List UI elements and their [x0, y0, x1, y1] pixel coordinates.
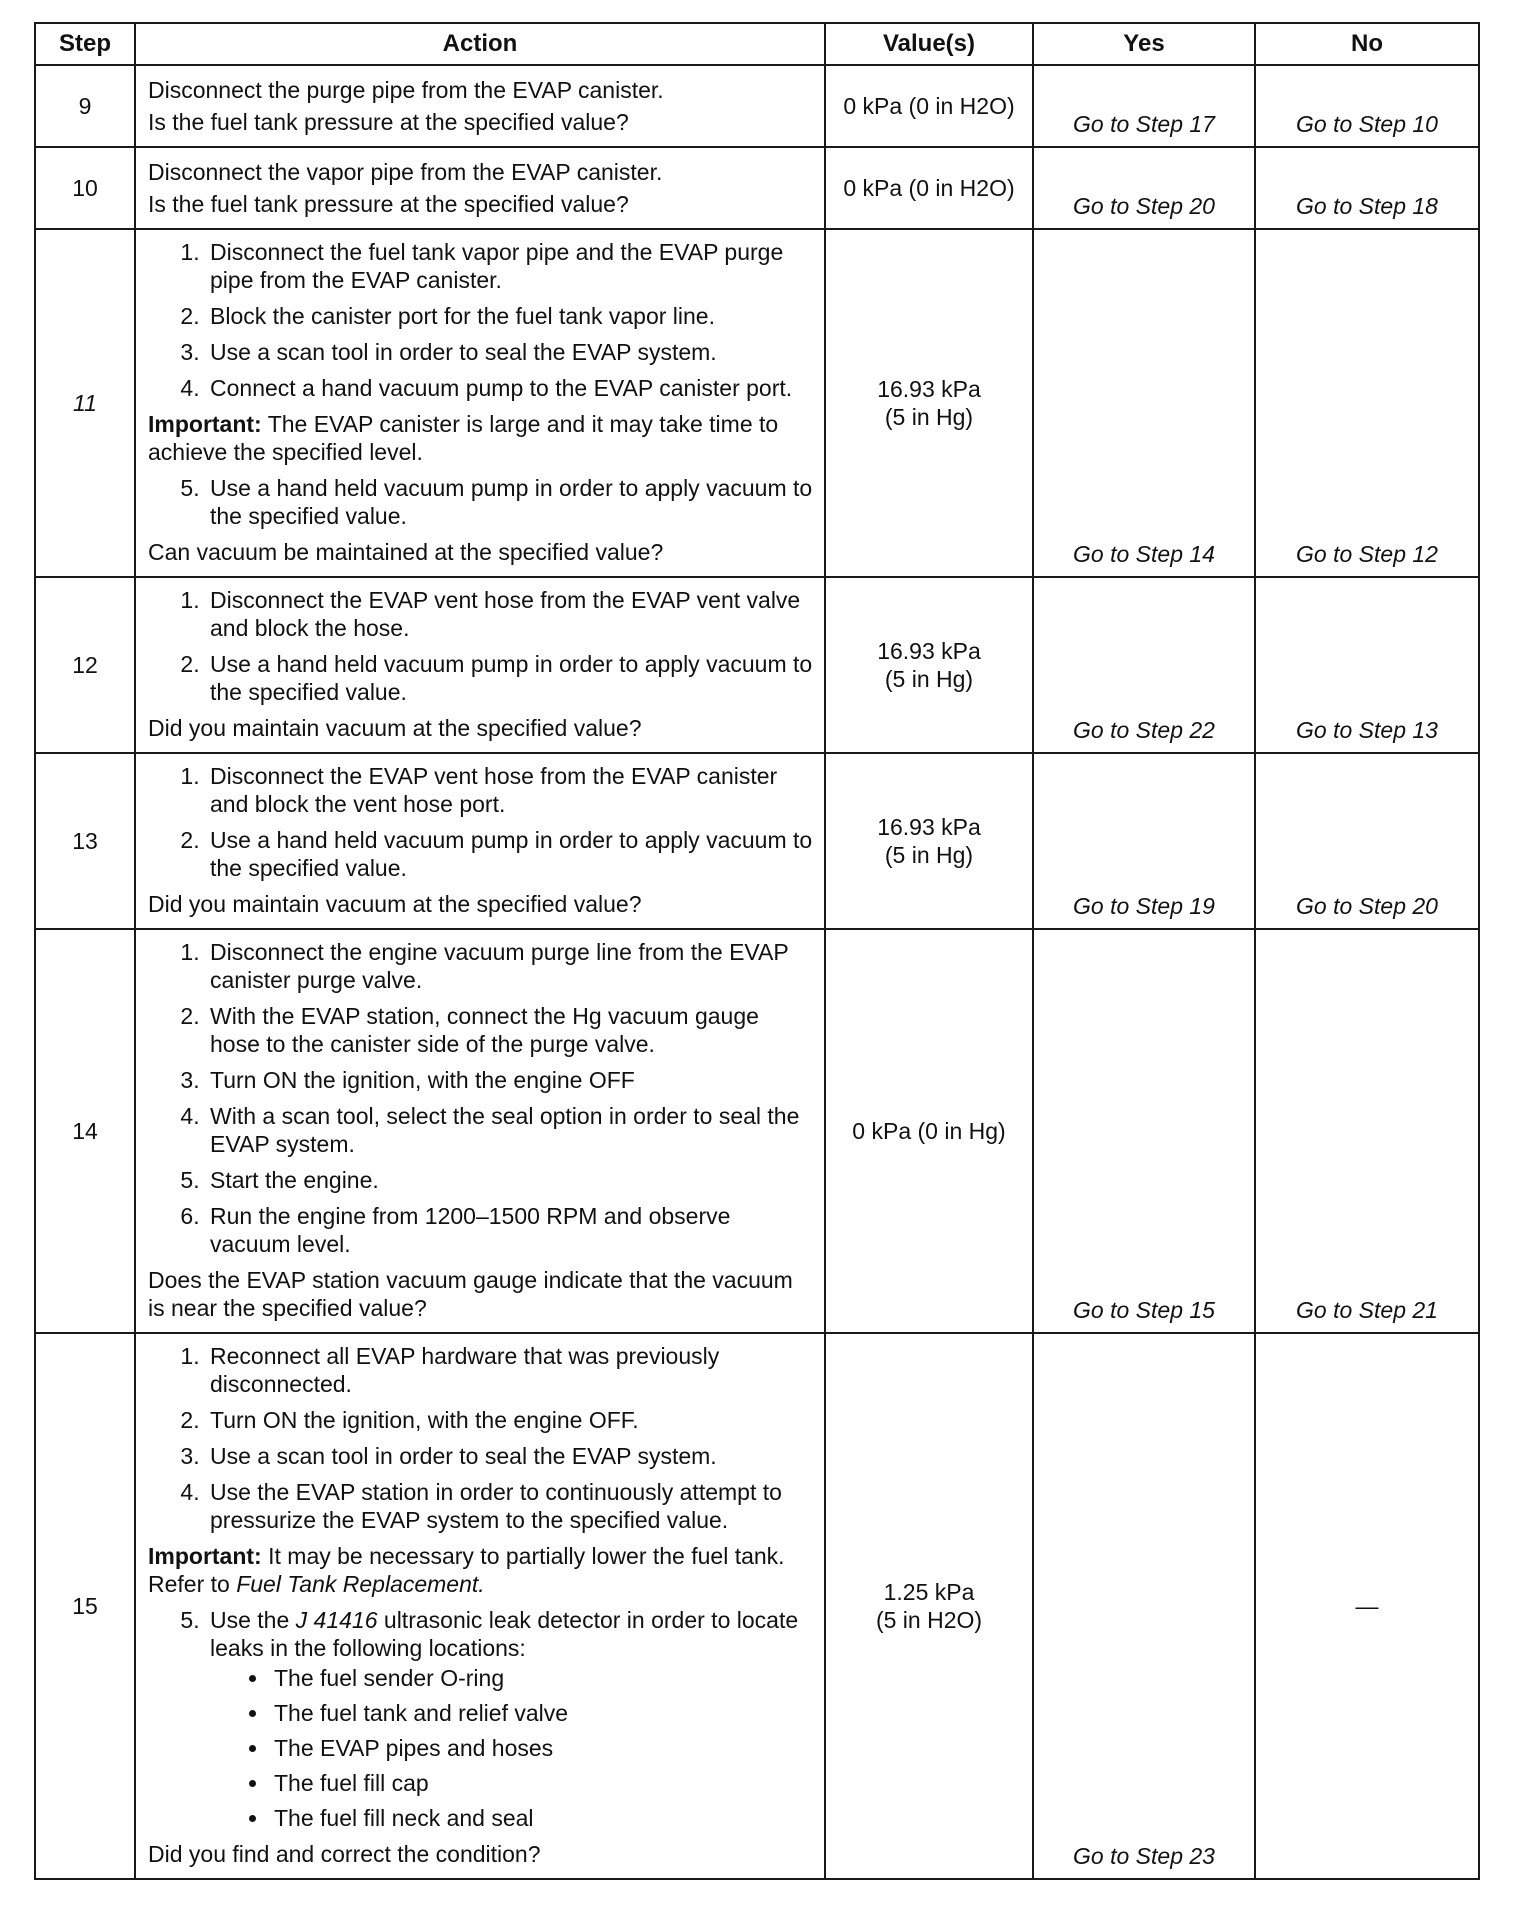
value-cell: [825, 229, 1033, 577]
bullet-item: • The fuel fill neck and seal: [270, 1804, 814, 1832]
list-item: 3. Turn ON the ignition, with the engine OFF: [206, 1066, 814, 1094]
action-text: Disconnect the purge pipe from the EVAP canister.: [148, 77, 664, 103]
item-text-post: ultrasonic leak detector in order to locate leaks in the following locations:: [210, 1607, 799, 1661]
numbered-steps: [148, 938, 814, 1258]
action-cell: [135, 65, 825, 147]
list-item: 2. Use a hand held vacuum pump in order to apply vacuum to the specified value.: [206, 826, 814, 882]
action-cell: [135, 753, 825, 929]
list-item: 4. Connect a hand vacuum pump to the EVAP canister port.: [206, 374, 814, 402]
list-item: 3. Use a scan tool in order to seal the EVAP system.: [206, 1442, 814, 1470]
table-row: [35, 577, 1479, 753]
value-primary: 16.93 kPa: [877, 376, 981, 402]
item-text-pre: Use the: [210, 1607, 296, 1633]
header-row: [35, 23, 1479, 65]
list-item: 1. Disconnect the fuel tank vapor pipe and the EVAP purge pipe from the EVAP canister.: [206, 238, 814, 294]
value-cell: [825, 753, 1033, 929]
value-cell: 0 kPa (0 in H2O): [825, 147, 1033, 229]
step-number: 14: [35, 929, 135, 1333]
no-cell: Go to Step 18: [1255, 147, 1479, 229]
numbered-steps-continued: [148, 1606, 814, 1832]
list-item: 3. Use a scan tool in order to seal the EVAP system.: [206, 338, 814, 366]
yes-cell: Go to Step 15: [1033, 929, 1255, 1333]
numbered-steps-continued: [148, 474, 814, 530]
list-item: 6. Run the engine from 1200–1500 RPM and observe vacuum level.: [206, 1202, 814, 1258]
step-number: 11: [35, 229, 135, 577]
value-secondary: (5 in H2O): [875, 1607, 983, 1633]
header-no: No: [1255, 23, 1479, 65]
action-question: Can vacuum be maintained at the specified value?: [148, 539, 664, 565]
list-item: 1. Reconnect all EVAP hardware that was previously disconnected.: [206, 1342, 814, 1398]
action-question: Is the fuel tank pressure at the specified value?: [148, 109, 629, 135]
action-question: Is the fuel tank pressure at the specified value?: [148, 191, 629, 217]
header-values: Value(s): [825, 23, 1033, 65]
bullet-item: • The fuel fill cap: [270, 1769, 814, 1797]
header-yes: Yes: [1033, 23, 1255, 65]
value-secondary: (5 in Hg): [884, 666, 974, 692]
no-cell: Go to Step 10: [1255, 65, 1479, 147]
header-action: Action: [135, 23, 825, 65]
list-item: 2. Block the canister port for the fuel tank vapor line.: [206, 302, 814, 330]
action-question: Did you maintain vacuum at the specified value?: [148, 891, 642, 917]
list-item: 4. With a scan tool, select the seal option in order to seal the EVAP system.: [206, 1102, 814, 1158]
step-number: 15: [35, 1333, 135, 1879]
header-step: Step: [35, 23, 135, 65]
action-cell: [135, 147, 825, 229]
bullet-item: • The fuel sender O-ring: [270, 1664, 814, 1692]
table-row: [35, 229, 1479, 577]
table-row: [35, 1333, 1479, 1879]
tool-reference: J 41416: [295, 1607, 378, 1633]
step-number: 12: [35, 577, 135, 753]
action-cell: [135, 229, 825, 577]
bullet-list: [210, 1664, 814, 1832]
numbered-steps: [148, 586, 814, 706]
step-number: 10: [35, 147, 135, 229]
yes-cell: Go to Step 23: [1033, 1333, 1255, 1879]
table-row: [35, 65, 1479, 147]
value-secondary: (5 in Hg): [884, 842, 974, 868]
yes-cell: Go to Step 14: [1033, 229, 1255, 577]
important-note: [148, 410, 814, 466]
numbered-steps: [148, 238, 814, 402]
action-question: Does the EVAP station vacuum gauge indicate that the vacuum is near the specified value?: [148, 1267, 793, 1321]
important-text: It may be necessary to partially lower the fuel tank. Refer to: [148, 1543, 785, 1597]
value-cell: [825, 577, 1033, 753]
diagnostic-table: [34, 22, 1480, 1880]
list-item: 1. Disconnect the engine vacuum purge line from the EVAP canister purge valve.: [206, 938, 814, 994]
value-primary: 16.93 kPa: [877, 638, 981, 664]
no-cell: Go to Step 13: [1255, 577, 1479, 753]
table-row: [35, 929, 1479, 1333]
value-cell: 0 kPa (0 in H2O): [825, 65, 1033, 147]
action-question: Did you find and correct the condition?: [148, 1841, 541, 1867]
action-cell: [135, 1333, 825, 1879]
value-cell: 0 kPa (0 in Hg): [825, 929, 1033, 1333]
numbered-steps: [148, 762, 814, 882]
value-cell: [825, 1333, 1033, 1879]
yes-cell: Go to Step 20: [1033, 147, 1255, 229]
important-label: Important:: [148, 1543, 262, 1569]
yes-cell: Go to Step 22: [1033, 577, 1255, 753]
step-number: 13: [35, 753, 135, 929]
important-text: The EVAP canister is large and it may take time to achieve the specified level.: [148, 411, 779, 465]
list-item: 2. Turn ON the ignition, with the engine OFF.: [206, 1406, 814, 1434]
list-item: [206, 1606, 814, 1832]
table-row: [35, 753, 1479, 929]
list-item: 2. With the EVAP station, connect the Hg vacuum gauge hose to the canister side of the purge valve.: [206, 1002, 814, 1058]
important-note: [148, 1542, 814, 1598]
action-question: Did you maintain vacuum at the specified value?: [148, 715, 642, 741]
numbered-steps: [148, 1342, 814, 1534]
value-primary: 16.93 kPa: [877, 814, 981, 840]
value-primary: 1.25 kPa: [883, 1579, 975, 1605]
step-number: 9: [35, 65, 135, 147]
value-secondary: (5 in Hg): [884, 404, 974, 430]
list-item: 1. Disconnect the EVAP vent hose from the EVAP canister and block the vent hose port.: [206, 762, 814, 818]
no-cell: Go to Step 20: [1255, 753, 1479, 929]
list-item: 4. Use the EVAP station in order to continuously attempt to pressurize the EVAP system to the specified value.: [206, 1478, 814, 1534]
list-item: 5. Use a hand held vacuum pump in order to apply vacuum to the specified value.: [206, 474, 814, 530]
action-cell: [135, 577, 825, 753]
yes-cell: Go to Step 17: [1033, 65, 1255, 147]
list-item: 2. Use a hand held vacuum pump in order to apply vacuum to the specified value.: [206, 650, 814, 706]
table-row: [35, 147, 1479, 229]
action-text: Disconnect the vapor pipe from the EVAP canister.: [148, 159, 663, 185]
bullet-item: • The EVAP pipes and hoses: [270, 1734, 814, 1762]
important-label: Important:: [148, 411, 262, 437]
important-reference: Fuel Tank Replacement.: [236, 1571, 485, 1597]
bullet-item: • The fuel tank and relief valve: [270, 1699, 814, 1727]
action-cell: [135, 929, 825, 1333]
list-item: 1. Disconnect the EVAP vent hose from the EVAP vent valve and block the hose.: [206, 586, 814, 642]
list-item: 5. Start the engine.: [206, 1166, 814, 1194]
no-cell: Go to Step 21: [1255, 929, 1479, 1333]
yes-cell: Go to Step 19: [1033, 753, 1255, 929]
no-cell: Go to Step 12: [1255, 229, 1479, 577]
no-cell: —: [1255, 1333, 1479, 1879]
diagnostic-table-sheet: [34, 22, 1478, 1880]
